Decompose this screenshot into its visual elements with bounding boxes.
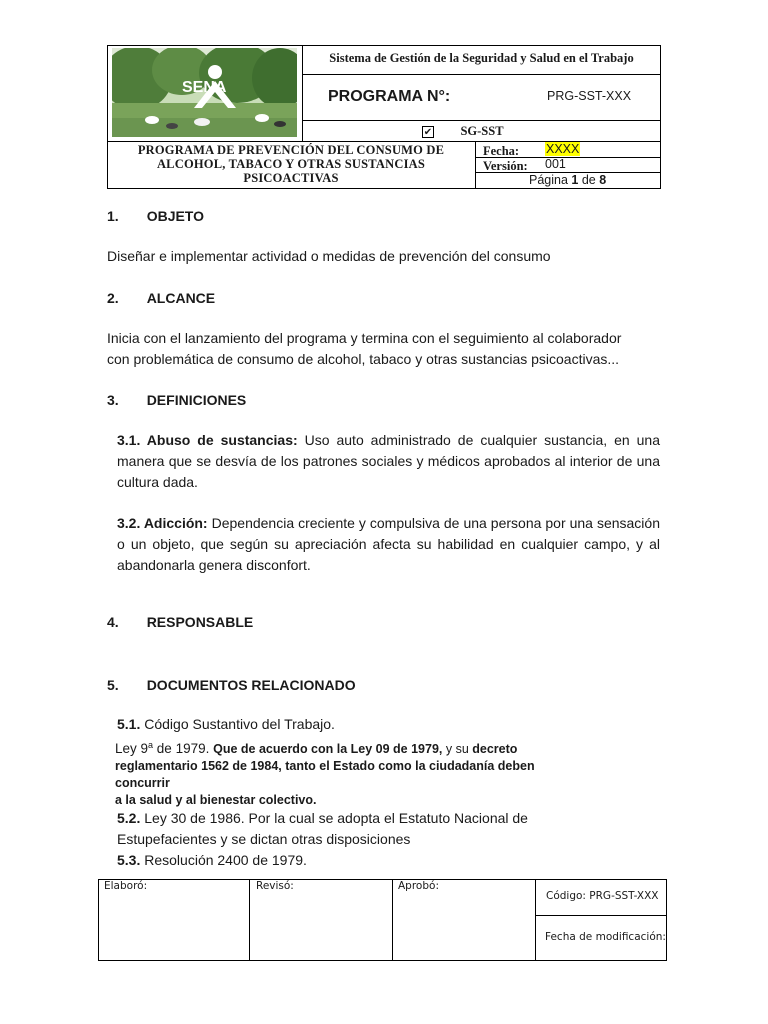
fecha-row: Fecha: xyxy=(483,144,520,158)
checkbox-icon[interactable]: ✔ xyxy=(423,127,433,138)
footer-elaboro: Elaboró: xyxy=(104,880,148,892)
sena-logo-image xyxy=(112,48,297,137)
definition-3-1: 3.1. Abuso de sustancias: Uso auto administrado de cualquier sustancia, en una manera que se desvía de los patrones sociales y médicos aprobados al interior de una cultura dada. xyxy=(117,432,660,490)
page-indicator: Página 1 de 8 xyxy=(529,173,607,187)
section-5-heading: 5. DOCUMENTOS RELACIONADO xyxy=(107,677,356,693)
footer-reviso: Revisó: xyxy=(256,880,294,892)
sgsst-row xyxy=(422,122,504,138)
program-code: PRG-SST-XXX xyxy=(547,89,632,103)
definition-3-2: 3.2. Adicción: Dependencia creciente y compulsiva de una persona por una sensación o un objeto, que según su apreciación afecta su habilidad en cualquier campo, y al abandonarla genera disconfort. xyxy=(117,515,660,573)
section-4-heading: 4. RESPONSABLE xyxy=(107,614,254,630)
version-value: 001 xyxy=(545,157,566,171)
section-1-text: Diseñar e implementar actividad o medidas de prevención del consumo xyxy=(107,248,551,264)
document-title: PROGRAMA DE PREVENCIÓN DEL CONSUMO DE ALCOHOL, TABACO Y OTRAS SUSTANCIAS PSICOACTIVAS xyxy=(137,143,445,185)
footer-fecha-modificacion: Fecha de modificación: xyxy=(545,931,666,943)
section-1-heading: 1. OBJETO xyxy=(107,208,204,224)
footer-codigo: Código: PRG-SST-XXX xyxy=(546,890,659,902)
document-5-1: 5.1. Código Sustantivo del Trabajo. xyxy=(117,716,335,732)
section-2-heading: 2. ALCANCE xyxy=(107,290,216,306)
logo-text: SENA xyxy=(182,79,227,96)
fecha-value: XXXX xyxy=(546,142,580,156)
ley-9-text: Ley 9$^a$ de 1979. Que de acuerdo con la Ley 09 de 1979, y su decreto reglamentario 1562 de 1984, tanto el Estado como la ciudadanía deben concurrir a la salud y al bienestar colectivo. xyxy=(115,740,535,808)
section-3-heading: 3. DEFINICIONES xyxy=(107,392,247,408)
program-label: PROGRAMA N°: xyxy=(328,88,451,105)
section-2-text: Inicia con el lanzamiento del programa y termina con el seguimiento al colaborador con problemática de consumo de alcohol, tabaco y otras sustancias psicoactivas... xyxy=(107,330,622,367)
system-title: Sistema de Gestión de la Seguridad y Salud en el Trabajo xyxy=(329,51,634,65)
footer-aprobo: Aprobó: xyxy=(398,880,439,892)
document-5-2: 5.2. Ley 30 de 1986. Por la cual se adopta el Estatuto Nacional de Estupefacientes y se dictan otras disposiciones xyxy=(117,810,528,847)
document-5-3: 5.3. Resolución 2400 de 1979. xyxy=(117,852,307,868)
sgsst-label: SG-SST xyxy=(460,124,504,138)
version-row: Versión: xyxy=(483,159,528,173)
